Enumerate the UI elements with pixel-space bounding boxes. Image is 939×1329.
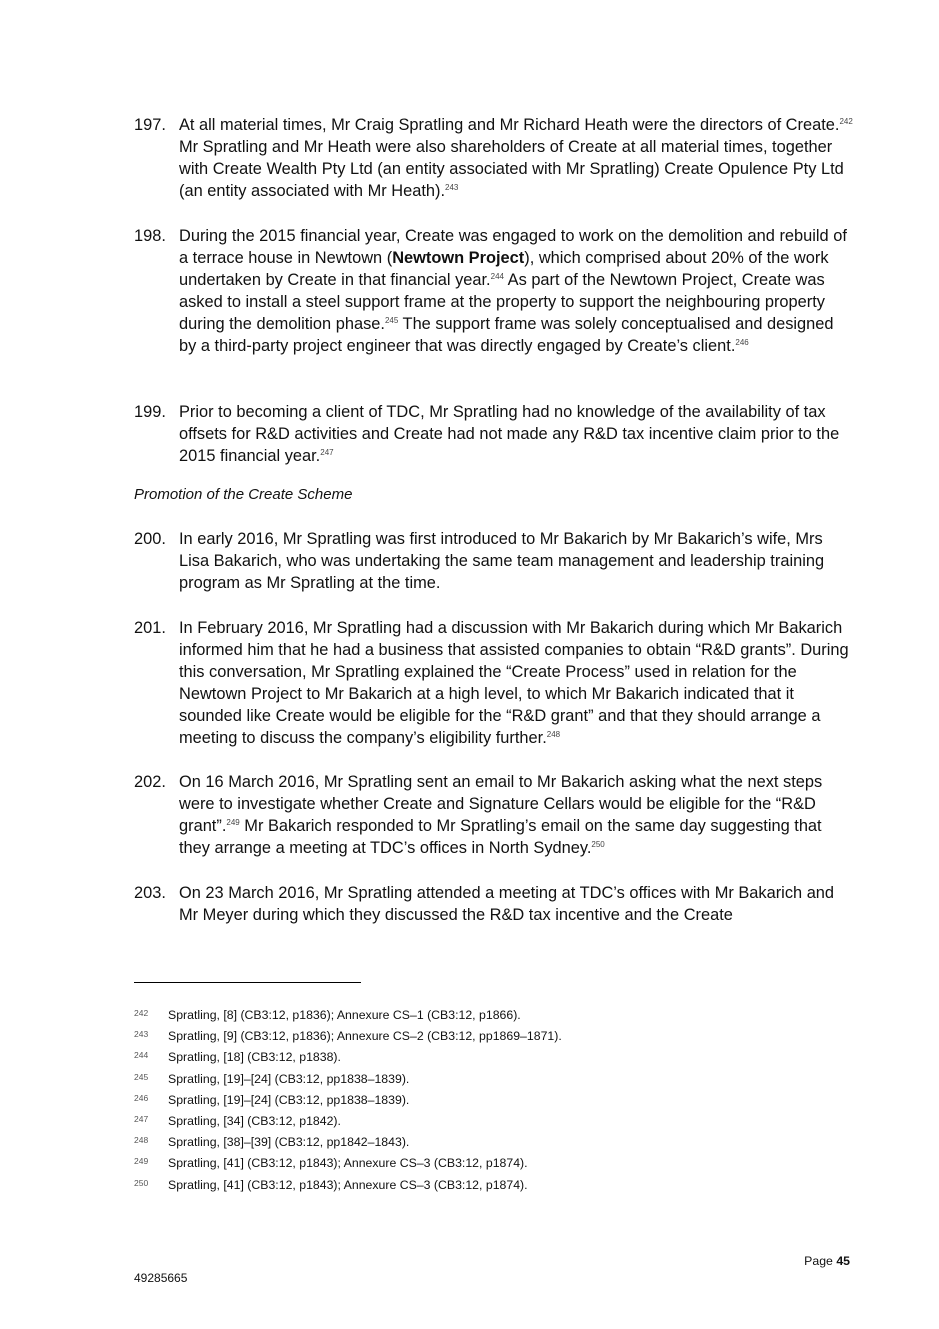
footnote bbox=[134, 1028, 834, 1049]
footnote-reference[interactable]: 248 bbox=[546, 730, 561, 740]
footnote-separator bbox=[134, 982, 361, 983]
footnote-reference[interactable]: 242 bbox=[839, 117, 853, 126]
footnote-number: 250 bbox=[134, 1177, 149, 1188]
footnote-reference[interactable]: 245 bbox=[384, 316, 399, 326]
footnote-number: 243 bbox=[134, 1029, 149, 1040]
footnote-reference[interactable]: 247 bbox=[320, 448, 334, 458]
footnote-text: Spratling, [9] (CB3:12, p1836); Annexure CS–2 (CB3:12, pp1869–1871). bbox=[168, 1029, 562, 1044]
footnote-text: Spratling, [19]–[24] (CB3:12, pp1838–1839). bbox=[168, 1071, 410, 1086]
paragraph-text: As part of the Newtown Project, Create was asked to install a steel support frame at the property to support the neighbouring property during the demolition phase. bbox=[179, 271, 825, 334]
defined-term: Newtown Project bbox=[392, 249, 525, 268]
footnote-number: 246 bbox=[134, 1092, 149, 1103]
paragraph-text: Mr Spratling and Mr Heath were also shareholders of Create at all material times, together with Create Wealth Pty Ltd (an entity associated with Mr Spratling) Create Opulence Pty Ltd (an entity associated with Mr Heath). bbox=[179, 138, 844, 201]
footnote-text: Spratling, [38]–[39] (CB3:12, pp1842–1843). bbox=[168, 1135, 410, 1150]
paragraph-text: The support frame was solely conceptualised and designed by a third-party project engineer that was directly engaged by Create’s client. bbox=[179, 315, 834, 356]
paragraph-197 bbox=[134, 114, 854, 202]
page-label-text: Page bbox=[804, 1254, 833, 1268]
footnote bbox=[134, 1177, 834, 1198]
paragraph-number: 197. bbox=[134, 116, 166, 134]
page-number-label bbox=[804, 1254, 850, 1268]
footnote-number: 244 bbox=[134, 1050, 149, 1061]
paragraph-203 bbox=[134, 882, 854, 926]
footnote bbox=[134, 1113, 834, 1134]
paragraph-body bbox=[179, 617, 854, 750]
footnote-reference[interactable]: 243 bbox=[445, 183, 459, 193]
footnote-text: Spratling, [34] (CB3:12, p1842). bbox=[168, 1113, 341, 1128]
footnote-text: Spratling, [41] (CB3:12, p1843); Annexure CS–3 (CB3:12, p1874). bbox=[168, 1156, 528, 1171]
footnote-number: 247 bbox=[134, 1113, 149, 1124]
footnote-number: 242 bbox=[134, 1008, 149, 1018]
paragraph-text: On 16 March 2016, Mr Spratling sent an email to Mr Bakarich asking what the next steps were to investigate whether Create and Signature Cellars would be eligible for the “R&D grant”. bbox=[179, 773, 823, 836]
paragraph-text: At all material times, Mr Craig Spratling and Mr Richard Heath were the directors of Create. bbox=[179, 116, 840, 134]
footnote-reference[interactable]: 250 bbox=[591, 840, 605, 850]
paragraph-body bbox=[179, 114, 854, 202]
paragraph-body bbox=[179, 882, 854, 926]
footnote-reference[interactable]: 249 bbox=[226, 818, 240, 828]
paragraph-202 bbox=[134, 771, 854, 859]
paragraph-number: 200. bbox=[134, 530, 166, 548]
page-number: 45 bbox=[836, 1254, 850, 1268]
paragraph-number: 202. bbox=[134, 773, 166, 791]
document-id: 49285665 bbox=[134, 1271, 188, 1285]
paragraph-body bbox=[179, 225, 854, 358]
paragraph-text: Mr Bakarich responded to Mr Spratling’s email on the same day suggesting that they arrange a meeting at TDC’s offices in North Sydney. bbox=[179, 817, 822, 858]
section-heading: Promotion of the Create Scheme bbox=[134, 486, 353, 503]
footnote-text: Spratling, [41] (CB3:12, p1843); Annexure CS–3 (CB3:12, p1874). bbox=[168, 1177, 528, 1192]
paragraph-text: ), which comprised about 20% of the work undertaken by Create in that financial year. bbox=[179, 249, 829, 290]
paragraph-number: 199. bbox=[134, 403, 166, 421]
footnote-number: 249 bbox=[134, 1156, 149, 1167]
footnote-text: Spratling, [18] (CB3:12, p1838). bbox=[168, 1050, 341, 1065]
paragraph-198 bbox=[134, 225, 854, 358]
paragraph-body bbox=[179, 771, 854, 859]
footnote bbox=[134, 1007, 834, 1028]
footnote-number: 245 bbox=[134, 1071, 149, 1082]
paragraph-200 bbox=[134, 528, 854, 594]
paragraph-text: In February 2016, Mr Spratling had a discussion with Mr Bakarich during which Mr Bakarich informed him that he had a business that assisted companies to obtain “R&D grants”. During this conversation, Mr Spratling explained the “Create Process” used in relation for the Newtown Project to Mr Bakarich at a high level, to which Mr Bakarich indicated that it sounded like Create would be eligible for the “R&D grant” and that they should arrange a meeting to discuss the company’s eligibility further. bbox=[179, 619, 849, 748]
footnote bbox=[134, 1092, 834, 1113]
paragraph-number: 203. bbox=[134, 884, 166, 902]
footnote-text: Spratling, [19]–[24] (CB3:12, pp1838–1839). bbox=[168, 1092, 410, 1107]
footnote-text: Spratling, [8] (CB3:12, p1836); Annexure CS–1 (CB3:12, p1866). bbox=[168, 1008, 521, 1022]
paragraph-number: 201. bbox=[134, 619, 166, 637]
paragraph-text: On 23 March 2016, Mr Spratling attended a meeting at TDC’s offices with Mr Bakarich and Mr Meyer during which they discussed the R&D tax incentive and the Create bbox=[179, 884, 835, 925]
footnote-reference[interactable]: 244 bbox=[490, 272, 504, 282]
footnote-reference[interactable]: 246 bbox=[735, 338, 749, 348]
paragraph-text: During the 2015 financial year, Create was engaged to work on the demolition and rebuild of a terrace house in Newtown ( bbox=[179, 227, 847, 268]
paragraph-body bbox=[179, 528, 854, 594]
paragraph-body bbox=[179, 401, 854, 467]
paragraph-text: Prior to becoming a client of TDC, Mr Spratling had no knowledge of the availability of tax offsets for R&D activities and Create had not made any R&D tax incentive claim prior to the 2015 financial year. bbox=[179, 403, 840, 466]
footnote bbox=[134, 1134, 834, 1155]
paragraph-201 bbox=[134, 617, 854, 750]
footnote bbox=[134, 1155, 834, 1176]
footnotes-list bbox=[134, 1007, 834, 1198]
paragraph-199 bbox=[134, 401, 854, 467]
paragraph-text: In early 2016, Mr Spratling was first introduced to Mr Bakarich by Mr Bakarich’s wife, Mrs Lisa Bakarich, who was undertaking the same team management and leadership training program as Mr Spratling at the time. bbox=[179, 530, 825, 593]
footnote bbox=[134, 1071, 834, 1092]
paragraph-number: 198. bbox=[134, 227, 166, 245]
footnote-number: 248 bbox=[134, 1135, 149, 1146]
footnote bbox=[134, 1049, 834, 1070]
